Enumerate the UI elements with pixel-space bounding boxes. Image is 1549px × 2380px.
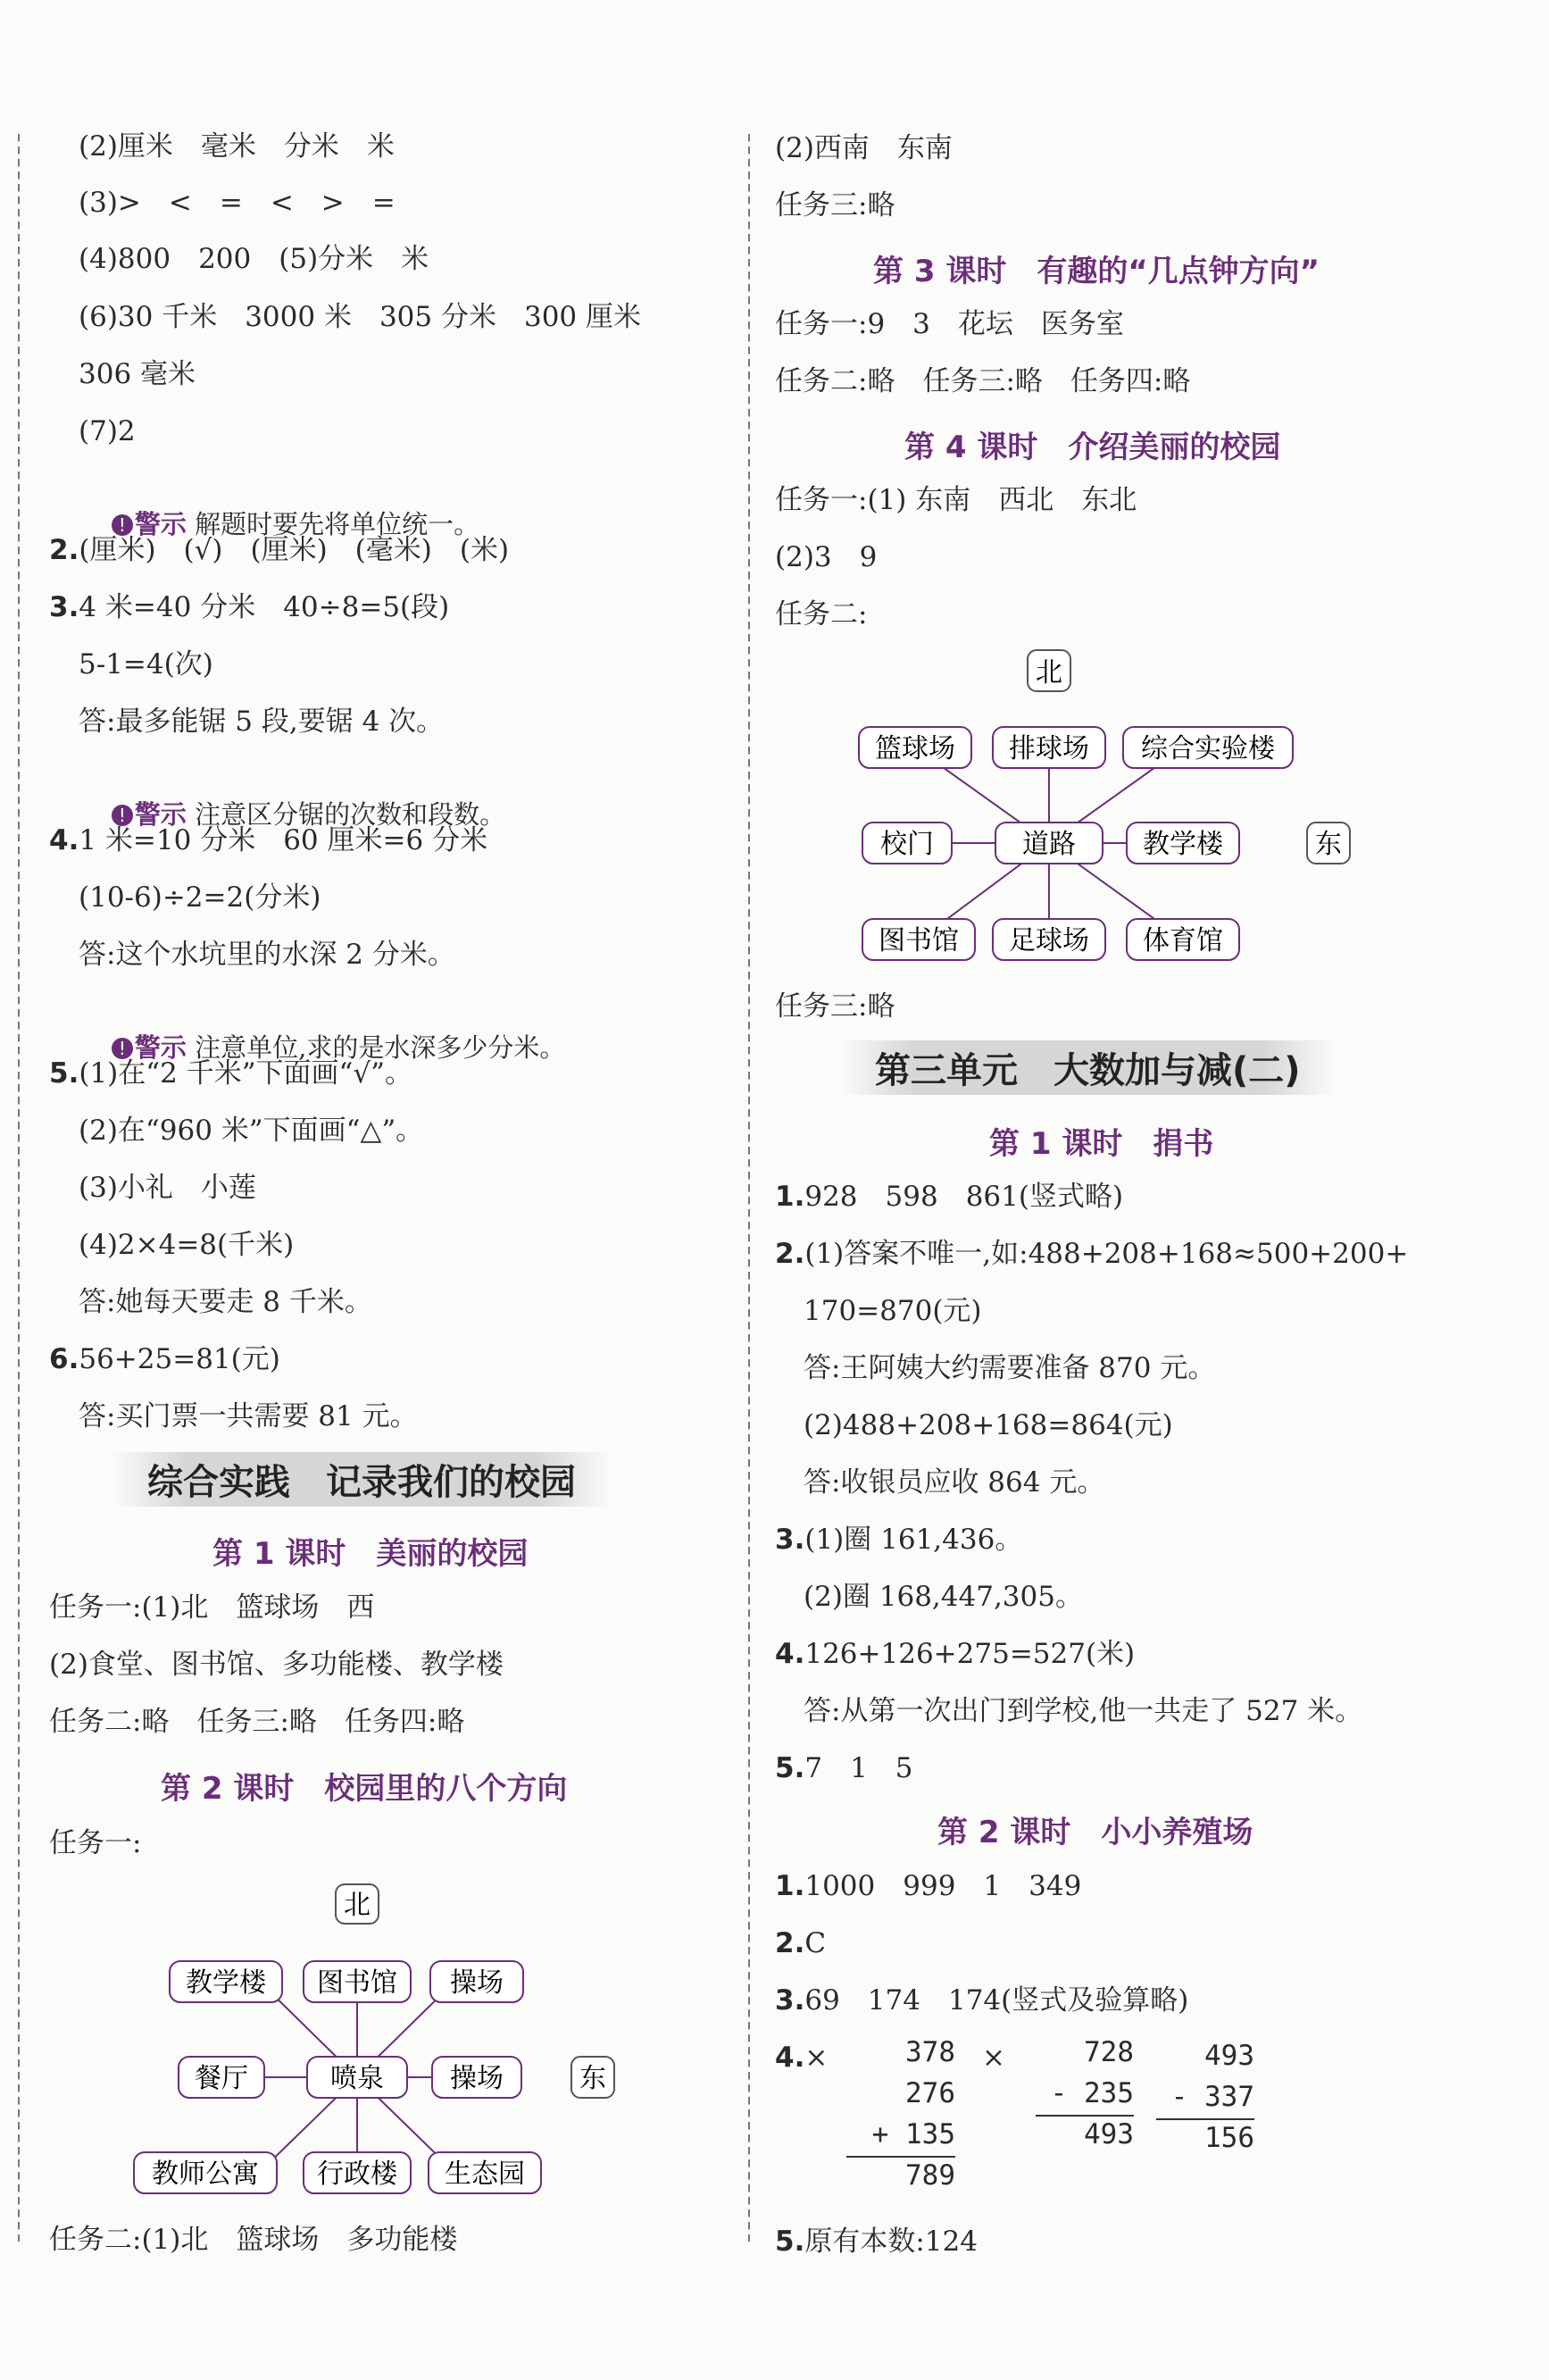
svg-text:图书馆: 图书馆 <box>317 1967 397 1999</box>
lesson-title: 第 1 课时 美丽的校园 <box>212 1536 529 1572</box>
warning-label: 警示 <box>134 509 187 539</box>
question-b2: 2.C <box>775 1927 827 1959</box>
question-2: 2.(厘米) (√) (厘米) (毫米) (米) <box>49 534 510 566</box>
node-w <box>862 823 952 864</box>
question-3: 3.4 米=40 分米 40÷8=5(段) <box>49 591 450 623</box>
north-label <box>336 1884 379 1924</box>
svg-text:北: 北 <box>1036 657 1062 689</box>
node-sw <box>862 919 975 960</box>
node-w <box>179 2057 264 2098</box>
svg-text:综合实验楼: 综合实验楼 <box>1141 733 1275 764</box>
answer-line: 5-1=4(次) <box>79 648 213 681</box>
node-center <box>307 2057 407 2098</box>
lesson-title: 第 4 课时 介绍美丽的校园 <box>904 430 1281 465</box>
vertical-calc-3: 493 - 337 156 <box>1156 2040 1254 2165</box>
node-center <box>995 823 1103 864</box>
svg-text:餐厅: 餐厅 <box>195 2063 248 2094</box>
svg-text:体育馆: 体育馆 <box>1143 925 1223 956</box>
node-nw <box>859 727 971 768</box>
answer-line: (10-6)÷2=2(分米) <box>79 881 321 914</box>
node-s <box>993 919 1105 960</box>
question-1: 1.928 598 861(竖式略) <box>775 1181 1124 1213</box>
question-b3: 3.69 174 174(竖式及验算略) <box>775 1984 1189 2017</box>
svg-text:排球场: 排球场 <box>1009 733 1089 764</box>
unit-title: 第三单元 大数加与减(二) <box>839 1040 1337 1095</box>
answer-line: 170=870(元) <box>804 1295 982 1327</box>
warning-icon: ! <box>112 1038 133 1059</box>
node-e <box>432 2057 521 2098</box>
question-b4: 4.× <box>775 2042 829 2074</box>
question-2: 2.(1)答案不唯一,如:488+208+168≈500+200+ <box>775 1238 1409 1270</box>
column-divider <box>748 134 750 2242</box>
svg-text:生态园: 生态园 <box>445 2159 525 2190</box>
answer-line: (2)厘米 毫米 分米 米 <box>79 130 395 163</box>
node-se <box>429 2152 541 2193</box>
question-b5: 5.原有本数:124 <box>775 2226 978 2258</box>
answer-line: (2)3 9 <box>775 541 878 573</box>
vertical-calc-2: 728 - 235 493 <box>1036 2036 1134 2161</box>
answer-line: (7)2 <box>79 415 136 447</box>
question-6: 6.56+25=81(元) <box>49 1343 280 1375</box>
svg-text:北: 北 <box>344 1890 371 1921</box>
lesson-title: 第 1 课时 捐书 <box>989 1126 1214 1162</box>
answer-line: (2)圈 168,447,305。 <box>804 1581 1083 1613</box>
answer-line: 任务二:(1)北 篮球场 多功能楼 <box>49 2224 458 2256</box>
north-label <box>1028 650 1070 691</box>
answer-line: (3)小礼 小莲 <box>79 1172 256 1204</box>
svg-text:教学楼: 教学楼 <box>186 1967 266 1999</box>
question-5: 5.(1)在“2 千米”下面画“√”。 <box>49 1057 412 1090</box>
svg-text:东: 东 <box>579 2063 606 2094</box>
answer-line: (2)西南 东南 <box>775 132 953 164</box>
answer-line: (6)30 千米 3000 米 305 分米 300 厘米 <box>79 301 642 333</box>
answer-line: 答:最多能锯 5 段,要锯 4 次。 <box>79 706 445 738</box>
question-3: 3.(1)圈 161,436。 <box>775 1524 1023 1556</box>
question-4: 4.126+126+275=527(米) <box>775 1638 1136 1670</box>
campus-intro-diagram <box>848 645 1384 975</box>
svg-text:图书馆: 图书馆 <box>879 925 959 956</box>
answer-line: 任务三:略 <box>775 990 895 1023</box>
svg-text:道路: 道路 <box>1022 829 1076 860</box>
svg-text:操场: 操场 <box>450 2063 504 2094</box>
answer-line: 任务一:(1) 东南 西北 东北 <box>775 484 1137 516</box>
answer-line: 答:收银员应收 864 元。 <box>804 1466 1105 1499</box>
left-margin-rule <box>18 134 20 2242</box>
node-ne <box>1123 727 1293 768</box>
answer-line: 任务一:9 3 花坛 医务室 <box>775 308 1124 340</box>
svg-text:教学楼: 教学楼 <box>1143 829 1223 860</box>
node-n <box>993 727 1105 768</box>
warning-label: 警示 <box>134 799 187 830</box>
node-nw <box>170 1961 282 2002</box>
svg-text:校门: 校门 <box>880 829 934 860</box>
answer-line: 答:从第一次出门到学校,他一共走了 527 米。 <box>804 1695 1363 1727</box>
campus-direction-diagram <box>125 1874 661 2213</box>
answer-line: 任务二: <box>775 598 868 630</box>
node-sw <box>134 2152 277 2193</box>
node-s <box>304 2152 411 2193</box>
lesson-title: 第 3 课时 有趣的“几点钟方向” <box>873 254 1320 289</box>
warning-icon: ! <box>112 514 133 536</box>
answer-line: (2)食堂、图书馆、多功能楼、教学楼 <box>49 1649 504 1681</box>
answer-line: (4)800 200 (5)分米 米 <box>79 243 429 275</box>
question-b1: 1.1000 999 1 349 <box>775 1870 1082 1902</box>
answer-line: (2)在“960 米”下面画“△”。 <box>79 1115 424 1147</box>
lesson-title: 第 2 课时 小小养殖场 <box>937 1815 1253 1850</box>
answer-line: (3)> < = < > = <box>79 187 396 219</box>
answer-line: 306 毫米 <box>79 358 196 390</box>
warning-text: 解题时要先将单位统一。 <box>195 509 480 539</box>
node-ne <box>430 1961 523 2002</box>
answer-line: (4)2×4=8(千米) <box>79 1229 295 1261</box>
east-label <box>1307 823 1350 864</box>
vertical-calc-1: 378 276 + 135 789 <box>839 2036 955 2197</box>
answer-line: 任务二:略 任务三:略 任务四:略 <box>775 365 1191 397</box>
east-label <box>571 2057 614 2098</box>
question-4: 4.1 米=10 分米 60 厘米=6 分米 <box>49 824 488 856</box>
node-n <box>304 1961 411 2002</box>
svg-text:东: 东 <box>1315 829 1342 860</box>
svg-text:操场: 操场 <box>450 1967 504 1999</box>
node-se <box>1127 919 1239 960</box>
cross-mark: × <box>982 2042 1005 2074</box>
answer-line: 任务二:略 任务三:略 任务四:略 <box>49 1706 465 1738</box>
warning-label: 警示 <box>134 1032 187 1063</box>
lesson-title: 第 2 课时 校园里的八个方向 <box>161 1771 568 1807</box>
answer-line: 答:这个水坑里的水深 2 分米。 <box>79 939 455 971</box>
answer-line: 任务一: <box>49 1827 142 1859</box>
answer-line: 任务一:(1)北 篮球场 西 <box>49 1591 375 1624</box>
node-e <box>1127 823 1239 864</box>
answer-line: 答:买门票一共需要 81 元。 <box>79 1400 418 1432</box>
answer-line: (2)488+208+168=864(元) <box>804 1409 1173 1441</box>
unit-title: 综合实践 记录我们的校园 <box>112 1452 612 1507</box>
warning-text: 注意单位,求的是水深多少分米。 <box>195 1032 566 1063</box>
answer-line: 答:她每天要走 8 千米。 <box>79 1286 372 1318</box>
answer-line: 答:王阿姨大约需要准备 870 元。 <box>804 1352 1216 1384</box>
svg-text:喷泉: 喷泉 <box>330 2063 384 2094</box>
answer-line: 任务三:略 <box>775 189 895 221</box>
warning-text: 注意区分锯的次数和段数。 <box>195 799 506 830</box>
warning-icon: ! <box>112 805 133 826</box>
question-5: 5.7 1 5 <box>775 1752 913 1784</box>
svg-text:行政楼: 行政楼 <box>317 2159 397 2190</box>
svg-text:篮球场: 篮球场 <box>875 733 955 764</box>
svg-text:足球场: 足球场 <box>1009 925 1089 956</box>
svg-text:教师公寓: 教师公寓 <box>152 2159 259 2190</box>
